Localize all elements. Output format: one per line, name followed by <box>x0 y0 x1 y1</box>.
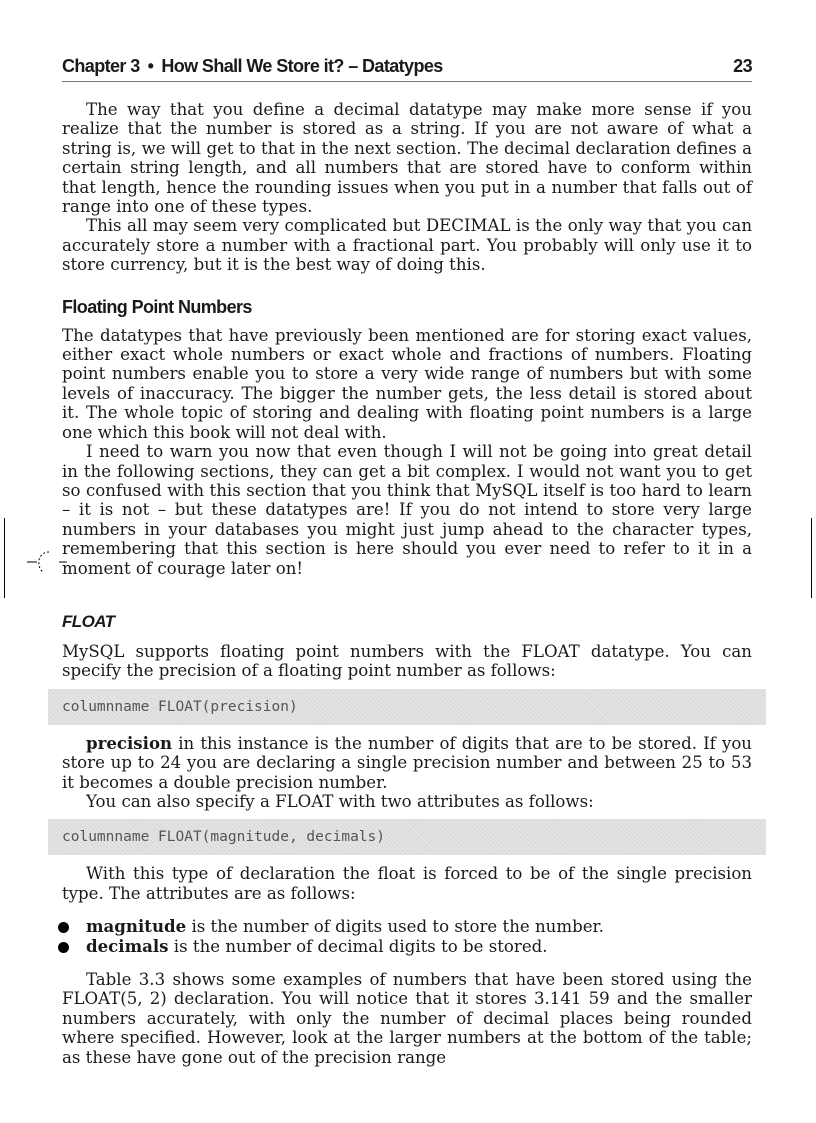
float-paragraph-5: Table 3.3 shows some examples of numbers that have been stored using the FLOAT(5, 2) declaration. You will notice that it stores 3.141 59 and the smaller numbers accurately, with only the number of decimal places being rounded where specified. However, look at the larger numbers at the bottom of the table; as these have gone out of the precision range <box>62 970 752 1067</box>
float-paragraph-1: MySQL supports floating point numbers with the FLOAT datatype. You can specify the precision of a floating point number as follows: <box>62 641 752 681</box>
page-number: 23 <box>733 56 752 76</box>
term-precision: precision <box>86 732 173 753</box>
attribute-list <box>62 917 752 956</box>
code-block-precision: columnname FLOAT(precision) <box>48 689 766 725</box>
subsection-heading-float: FLOAT <box>62 611 115 631</box>
crop-mark-right <box>811 518 812 598</box>
bullet-icon <box>58 942 69 953</box>
registration-mark-icon <box>27 550 67 580</box>
header-separator: • <box>147 56 154 76</box>
float-paragraph-3: You can also specify a FLOAT with two attributes as follows: <box>86 791 594 811</box>
floating-paragraph-1: The datatypes that have previously been mentioned are for storing exact values, either exact whole numbers or exact whole and fractions of numbers. Floating point numbers enable you to store a very wide range of numbers but with some levels of inaccuracy. The bigger the number gets, the less detail is stored about it. The whole topic of storing and dealing with floating point numbers is a large one which this book will not deal with. <box>62 325 752 442</box>
running-header <box>62 56 752 82</box>
term-magnitude: magnitude <box>86 916 187 937</box>
section-heading-floating-point: Floating Point Numbers <box>62 296 252 317</box>
chapter-title <box>62 56 443 77</box>
magnitude-description: is the number of digits used to store the number. <box>186 917 604 937</box>
crop-mark-left <box>4 518 5 598</box>
page <box>62 56 752 1067</box>
intro-paragraph-1: The way that you define a decimal datatype may make more sense if you realize that the number is stored as a string. If you are not aware of what a string is, we will get to that in the next section. The decimal declaration defines a certain string length, and all numbers that are stored have to conform within that length, hence the rounding issues when you put in a number that falls out of range into one of these types. <box>62 100 752 217</box>
intro-paragraph-2: This all may seem very complicated but DECIMAL is the only way that you can accurately store a number with a fractional part. You probably will only use it to store currency, but it is the best way of doing this. <box>62 216 752 275</box>
code-block-magnitude: columnname FLOAT(magnitude, decimals) <box>48 819 766 855</box>
term-decimals: decimals <box>86 935 169 956</box>
list-item <box>62 917 752 936</box>
precision-description: in this instance is the number of digits that are to be stored. If you store up to 24 you are declaring a single precision number and between 25 to 53 it becomes a double precision number. <box>62 733 752 792</box>
bullet-icon <box>58 922 69 933</box>
float-paragraph-4: With this type of declaration the float is forced to be of the single precision type. The attributes are as follows: <box>62 864 752 903</box>
float-paragraph-2 <box>62 734 752 792</box>
decimals-description: is the number of decimal digits to be stored. <box>168 936 548 956</box>
list-item <box>62 937 752 956</box>
chapter-label: Chapter 3 <box>62 56 140 76</box>
floating-paragraph-2: I need to warn you now that even though I will not be going into great detail in the following sections, they can get a bit complex. I would not want you to get so confused with this section that you think that MySQL itself is too hard to learn – it is not – but these datatypes are! If you do not intend to store very large numbers in your databases you might just jump ahead to the character types, remembering that this section is here should you ever need to refer to it in a moment of courage later on! <box>62 442 752 578</box>
chapter-name: How Shall We Store it? – Datatypes <box>161 56 443 76</box>
